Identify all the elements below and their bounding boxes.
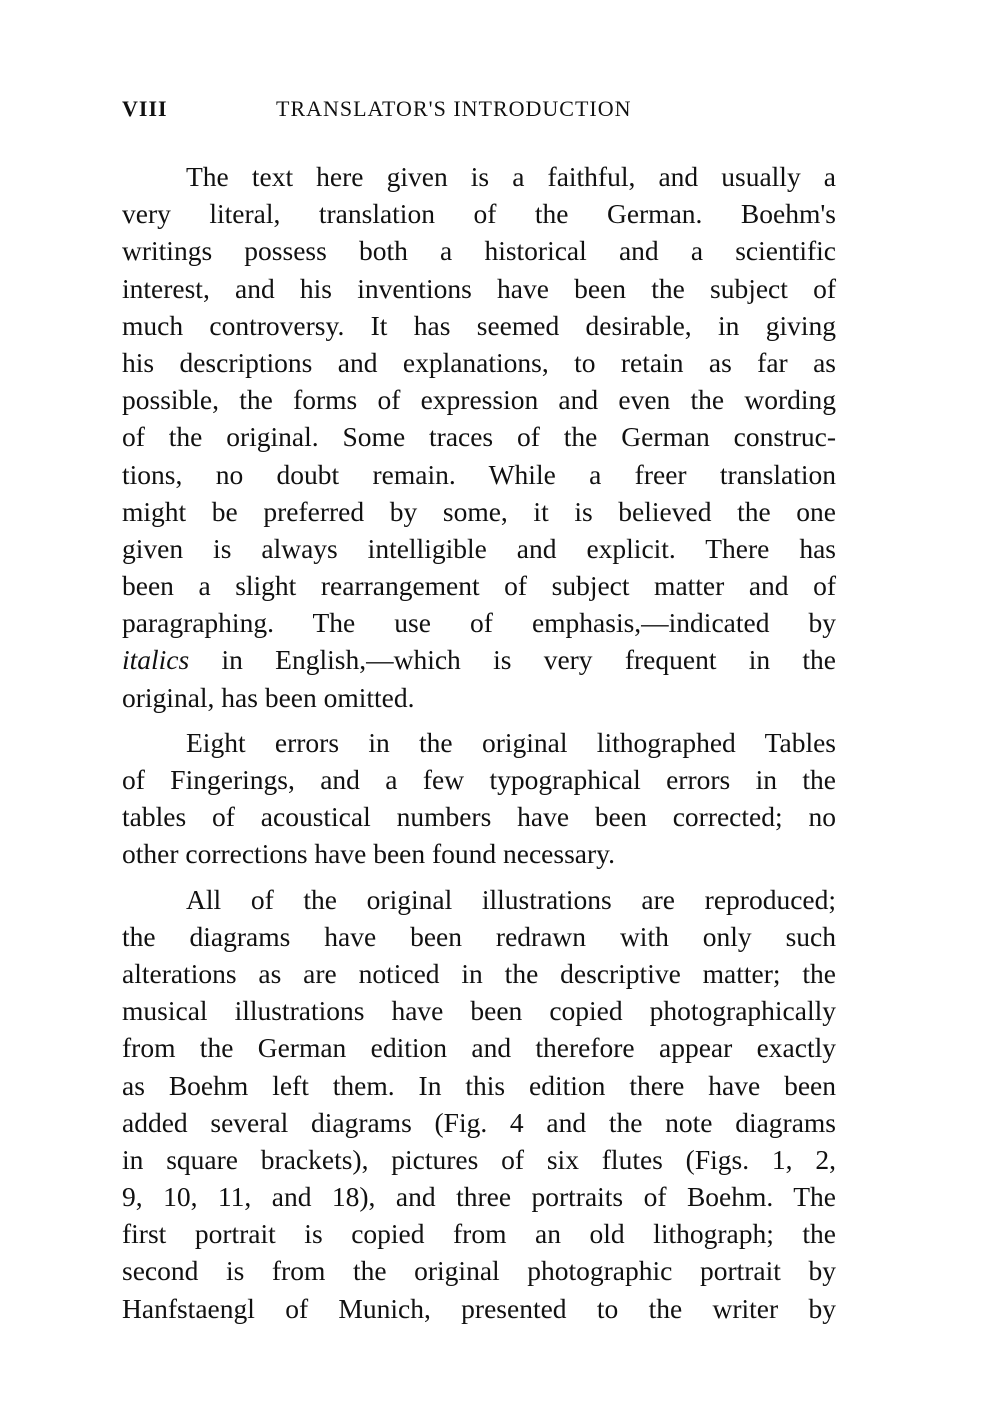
- paragraph-3: [122, 881, 836, 1327]
- text-line: second is from the original photographic portrait by: [122, 1255, 836, 1287]
- text-line: Hanfstaengl of Munich, presented to the writer by: [122, 1292, 836, 1324]
- text-line: paragraphing. The use of emphasis,—indicated by: [122, 607, 836, 639]
- text-line: of Fingerings, and a few typographical errors in the: [122, 764, 836, 795]
- text-line: The text here given is a faithful, and usually a: [186, 161, 836, 192]
- text-line: Eight errors in the original lithographed Tables: [186, 726, 836, 758]
- page-number: VIII: [122, 96, 168, 121]
- text-line: possible, the forms of expression and even the wording: [122, 384, 836, 416]
- text-line: musical illustrations have been copied photographically: [122, 995, 836, 1027]
- text-line: been a slight rearrangement of subject matter and of: [122, 570, 836, 602]
- text-line: from the German edition and therefore appear exactly: [122, 1032, 836, 1064]
- text-line: might be preferred by some, it is believed the one: [122, 495, 836, 527]
- text-line: first portrait is copied from an old lithograph; the: [122, 1218, 836, 1250]
- text-line: added several diagrams (Fig. 4 and the note diagrams: [122, 1106, 836, 1138]
- text-line: interest, and his inventions have been the subject of: [122, 272, 836, 304]
- text-line: tables of acoustical numbers have been corrected; no: [122, 801, 836, 833]
- paragraph-2: [122, 724, 836, 873]
- text-line: writings possess both a historical and a scientific: [122, 235, 836, 267]
- text-line: very literal, translation of the German. Boehm's: [122, 198, 836, 230]
- text-line: original, has been omitted.: [122, 681, 415, 713]
- text-line: as Boehm left them. In this edition there have been: [122, 1069, 836, 1101]
- text-line: his descriptions and explanations, to retain as far as: [122, 346, 836, 378]
- text-line: tions, no doubt remain. While a freer translation: [122, 458, 836, 490]
- running-head-title: TRANSLATOR'S INTRODUCTION: [276, 96, 632, 121]
- text-line-rest: in English,—which is very frequent in the: [221, 644, 837, 676]
- text-line: in square brackets), pictures of six flutes (Figs. 1, 2,: [122, 1143, 836, 1175]
- text-line: the diagrams have been redrawn with only such: [122, 920, 836, 952]
- running-head: [122, 96, 836, 126]
- text-line: 9, 10, 11, and 18), and three portraits of Boehm. The: [122, 1181, 836, 1213]
- text-line: much controversy. It has seemed desirable, in giving: [122, 309, 836, 341]
- paragraph-1: [122, 158, 836, 716]
- text-line: other corrections have been found necessary.: [122, 838, 615, 870]
- text-line: of the original. Some traces of the German construc-: [122, 421, 836, 453]
- body-text: [122, 158, 836, 1327]
- text-line-with-italics: [122, 641, 836, 678]
- text-line: given is always intelligible and explicit. There has: [122, 532, 836, 564]
- text-line: All of the original illustrations are reproduced;: [186, 883, 836, 915]
- text-line: alterations as are noticed in the descriptive matter; the: [122, 957, 836, 989]
- italic-word: italics: [122, 644, 190, 676]
